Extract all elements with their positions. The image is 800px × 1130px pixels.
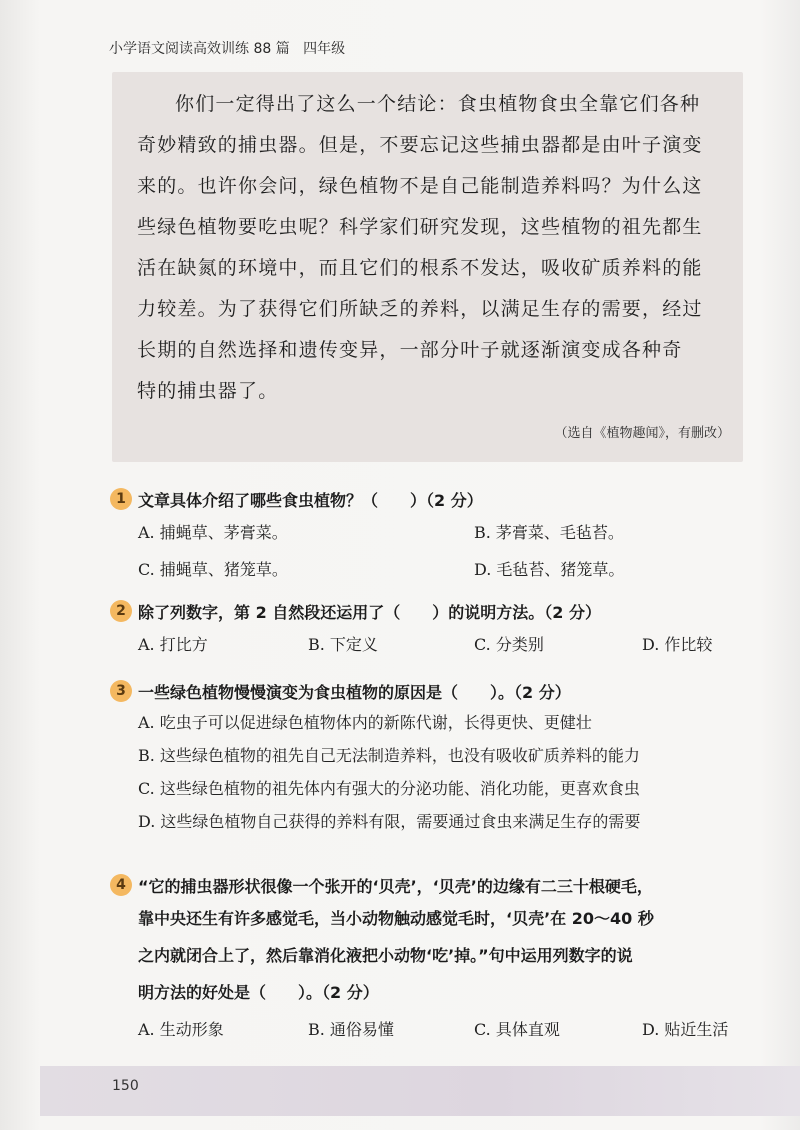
passage-line: 你们一定得出了这么一个结论：食虫植物食虫全靠它们各种 — [175, 93, 701, 115]
question-2 — [110, 596, 770, 663]
option-b[interactable]: B. 下定义 — [308, 635, 378, 654]
question-number-badge: 2 — [110, 600, 132, 622]
option-d[interactable]: D. 贴近生活 — [642, 1020, 729, 1039]
question-4 — [110, 870, 770, 1048]
question-stem: 文章具体介绍了哪些食虫植物？（ ）（2 分） — [138, 490, 483, 510]
footer-band — [40, 1066, 800, 1116]
passage-line: 活在缺氮的环境中，而且它们的根系不发达，吸收矿质养料的能 — [137, 257, 703, 279]
passage-text — [137, 84, 723, 412]
passage-line: 长期的自然选择和遗传变异，一部分叶子就逐渐演变成各种奇 — [137, 339, 683, 361]
passage-line: 奇妙精致的捕虫器。但是，不要忘记这些捕虫器都是由叶子演变 — [137, 134, 703, 156]
question-stem-line: 靠中央还生有许多感觉毛，当小动物触动感觉毛时，‘贝壳’在 20～40 秒 — [138, 909, 654, 928]
question-stem-line: 之内就闭合上了，然后靠消化液把小动物‘吃’掉。”句中运用列数字的说 — [138, 946, 633, 965]
option-a[interactable]: A. 捕蝇草、茅膏菜。 — [138, 523, 288, 542]
question-stem-line: “它的捕虫器形状很像一个张开的‘贝壳’，‘贝壳’的边缘有二三十根硬毛， — [138, 876, 653, 896]
question-stem: 除了列数字，第 2 自然段还运用了（ ）的说明方法。（2 分） — [138, 602, 601, 622]
question-stem: 一些绿色植物慢慢演变为食虫植物的原因是（ ）。（2 分） — [138, 682, 571, 702]
passage-line: 来的。也许你会问，绿色植物不是自己能制造养料吗？为什么这 — [137, 175, 703, 197]
question-1 — [110, 484, 770, 588]
question-3 — [110, 676, 770, 838]
option-b[interactable]: B. 这些绿色植物的祖先自己无法制造养料，也没有吸收矿质养料的能力 — [138, 746, 640, 765]
option-b[interactable]: B. 茅膏菜、毛毡苔。 — [474, 523, 624, 542]
option-d[interactable]: D. 作比较 — [642, 635, 713, 654]
passage-source: （选自《植物趣闻》，有删改） — [554, 426, 730, 441]
option-c[interactable]: C. 这些绿色植物的祖先体内有强大的分泌功能、消化功能，更喜欢食虫 — [138, 779, 640, 798]
page-number: 150 — [112, 1078, 139, 1094]
option-a[interactable]: A. 打比方 — [138, 635, 208, 654]
option-d[interactable]: D. 这些绿色植物自己获得的养料有限，需要通过食虫来满足生存的需要 — [138, 812, 641, 831]
option-c[interactable]: C. 具体直观 — [474, 1020, 560, 1039]
option-c[interactable]: C. 捕蝇草、猪笼草。 — [138, 560, 288, 579]
running-header: 小学语文阅读高效训练 88 篇 四年级 — [109, 41, 346, 57]
option-a[interactable]: A. 吃虫子可以促进绿色植物体内的新陈代谢，长得更快、更健壮 — [138, 713, 592, 732]
question-number-badge: 3 — [110, 680, 132, 702]
option-b[interactable]: B. 通俗易懂 — [308, 1020, 394, 1039]
passage-line: 力较差。为了获得它们所缺乏的养料，以满足生存的需要，经过 — [137, 298, 703, 320]
question-number-badge: 4 — [110, 874, 132, 896]
option-c[interactable]: C. 分类别 — [474, 635, 544, 654]
passage-line: 特的捕虫器了。 — [137, 380, 279, 402]
passage-line: 些绿色植物要吃虫呢？科学家们研究发现，这些植物的祖先都生 — [137, 216, 703, 238]
option-d[interactable]: D. 毛毡苔、猪笼草。 — [474, 560, 625, 579]
option-a[interactable]: A. 生动形象 — [138, 1020, 224, 1039]
question-stem-line: 明方法的好处是（ ）。（2 分） — [138, 983, 379, 1002]
question-number-badge: 1 — [110, 488, 132, 510]
